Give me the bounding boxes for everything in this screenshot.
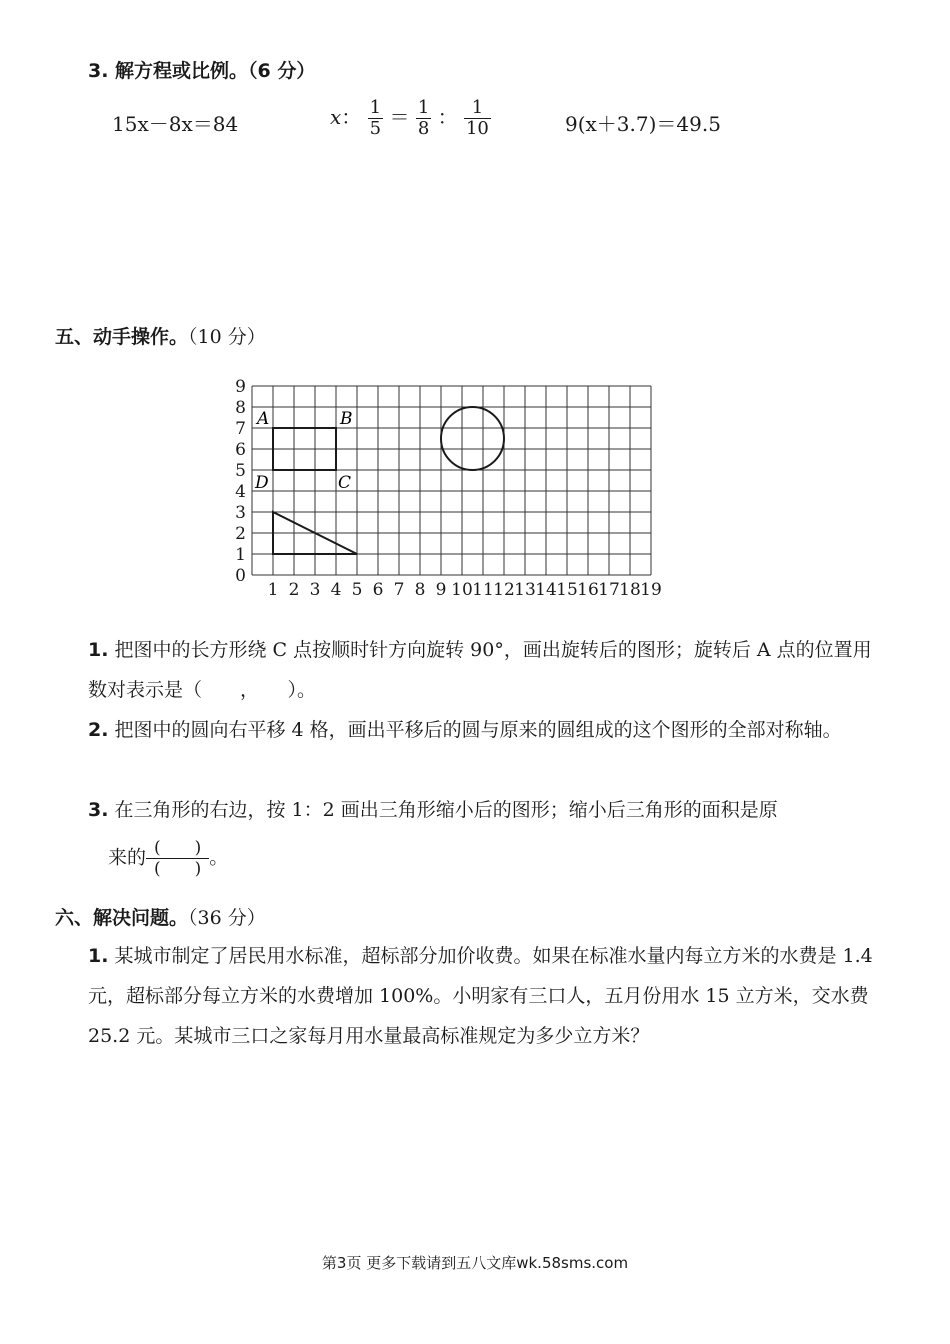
x-tick-label: 4: [330, 580, 342, 600]
x-tick-label: 10: [451, 580, 473, 600]
answer-blank-fraction[interactable]: $\frac{( )}{( )}$: [146, 838, 209, 879]
y-tick-label: 0: [235, 566, 246, 586]
x-tick-label: 11: [472, 580, 494, 600]
x-tick-label: 14: [535, 580, 557, 600]
y-tick-label: 7: [235, 419, 246, 439]
x-tick-label: 16: [577, 580, 599, 600]
section6-q1: 1. 某城市制定了居民用水标准，超标部分加价收费。如果在标准水量内每立方米的水费是 1.4 元，超标部分每立方米的水费增加 100%。小明家有三口人，五月份用水 15 立方米，交水费 25.2 元。某城市三口之家每月用水量最高标准规定为多少立方米？: [88, 945, 873, 1047]
x-tick-label: 17: [598, 580, 620, 600]
x-tick-label: 13: [514, 580, 536, 600]
y-tick-label: 8: [235, 398, 246, 418]
x-tick-label: 9: [435, 580, 447, 600]
y-tick-label: 2: [235, 524, 246, 544]
x-tick-label: 6: [372, 580, 384, 600]
x-tick-label: 18: [619, 580, 641, 600]
section5-q1: 1. 把图中的长方形绕 C 点按顺时针方向旋转 90°，画出旋转后的图形；旋转后 A 点的位置用数对表示是（ ， ）。: [88, 639, 872, 701]
x-tick-label: 3: [309, 580, 321, 600]
equation-3: 9(x＋3.7)＝49.5: [565, 112, 721, 136]
coordinate-grid: [230, 377, 670, 620]
fraction-1-10: $\frac{1}{10}$: [465, 97, 489, 139]
y-tick-label: 1: [235, 545, 246, 565]
y-tick-label: 9: [235, 377, 246, 397]
fraction-1-8: $\frac{1}{8}$: [417, 97, 430, 139]
section5-q3: 3. 在三角形的右边，按 1：2 画出三角形缩小后的图形；缩小后三角形的面积是原: [88, 799, 778, 821]
y-tick-label: 5: [235, 461, 246, 481]
label-b: B: [340, 409, 353, 429]
x-tick-label: 7: [393, 580, 405, 600]
x-tick-label: 19: [640, 580, 662, 600]
circle: [441, 407, 504, 470]
label-c: C: [338, 473, 352, 493]
x-tick-label: 12: [493, 580, 515, 600]
x-tick-label: 8: [414, 580, 426, 600]
label-d: D: [255, 473, 269, 493]
fraction-1-5: $\frac{1}{5}$: [369, 97, 382, 139]
equation-2: x： $\frac{1}{5}$ ＝ $\frac{1}{8}$ ： $\frac{1}{10}$: [330, 97, 489, 139]
section5-q3-tail: 来的 $\frac{( )}{( )}$。: [108, 838, 229, 879]
section5-q2: 2. 把图中的圆向右平移 4 格，画出平移后的圆与原来的圆组成的这个图形的全部对称轴。: [88, 719, 842, 741]
y-tick-label: 3: [235, 503, 246, 523]
x-tick-label: 1: [267, 580, 279, 600]
equation-1: 15x－8x＝84: [112, 112, 239, 136]
y-tick-label: 4: [235, 482, 246, 502]
x-tick-label: 5: [351, 580, 363, 600]
x-tick-label: 15: [556, 580, 578, 600]
label-a: A: [257, 409, 270, 429]
x-tick-label: 2: [288, 580, 300, 600]
part3-title: 3. 解方程或比例。（6 分）: [88, 60, 316, 82]
page-footer: 第3页 更多下载请到五八文库wk.58sms.com: [321, 1254, 629, 1272]
section6-heading: 六、解决问题。（36 分）: [55, 907, 266, 929]
y-tick-label: 6: [235, 440, 246, 460]
section5-heading: 五、动手操作。（10 分）: [55, 326, 266, 348]
